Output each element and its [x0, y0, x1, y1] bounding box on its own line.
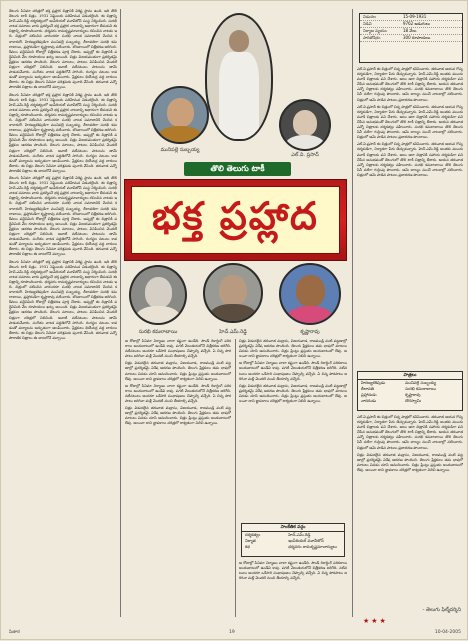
article-column-mid: [125, 339, 231, 617]
article-paragraph: ఆ రోజుల్లో సినిమా నిర్మాణం చాలా కష్టంగా ఉండేది. సౌండ్ రికార్డింగ్ పరికరాలు అందుబాటులో ఉండేవి కావు. పగటి వెలుతురులోనే చిత్రీకరణ జరిగేది. నటీనటులు అందరూ ఒకేసారి సంభాషణలు చెప్పాల్సి వచ్చేది. ఏ చిన్న పొరపాటు జరిగినా మళ్లీ మొదటి నుంచి తీయాల్సి వచ్చేది.: [125, 383, 231, 404]
article-column-right: [357, 67, 463, 367]
footer-date: 10-04-2005: [434, 630, 461, 635]
article-column-left: [9, 9, 117, 619]
article-paragraph: ఎల్.వి.ప్రసాద్ ఈ చిత్రంలో చిన్న పాత్రలో కనిపించారు. తరువాత ఆయన గొప్ప దర్శకుడిగా, నిర్మాతగా పేరు తెచ్చుకున్నారు. హెచ్.ఎమ్.రెడ్డి అంతకు ముందు మూకీ చిత్రాలకు పని చేశారు. ఆలం ఆరా చిత్రానికి సహాయ దర్శకుడిగా పని చేసిన అనుభవంతో తెలుగులో తొలి టాకీ చిత్రాన్ని తీశారు. ఆయన తరువాత ఎన్నో చిత్రాలకు దర్శకత్వం వహించారు. సురభి కమలాబాయి తొలి తెలుగు సినీ నటిగా గుర్తింపు పొందారు. ఆమె బాల్యం నుంచే నాటకాల్లో నటించారు. చిత్రంలో ఆమె పాడిన పాటలు ప్రజాదరణ పొందాయి.: [357, 142, 463, 177]
footer-page-number: 19: [229, 630, 235, 635]
article-paragraph: చిత్రం విడుదలైన తరువాత మద్రాసు, విజయవాడ, రాజమండ్రి వంటి పట్టణాల్లో ప్రదర్శితమై విశేష ఆదరణ పొందింది. తెలుగు ప్రేక్షకులు తమ భాషలో మాటలు వినడం చూసి ఆనందించారు. చిత్రం ప్రింట్లు ప్రస్తుతం అందుబాటులో లేవు. అయినా దాని జ్ఞాపకాలు చరిత్రలో శాశ్వతంగా నిలిచి ఉన్నాయి.: [125, 361, 231, 381]
info-row: [360, 28, 462, 35]
info-key: నిర్మాణ వ్యయం: [363, 28, 387, 33]
page-footer: [1, 627, 468, 641]
article-paragraph: ఎల్.వి.ప్రసాద్ ఈ చిత్రంలో చిన్న పాత్రలో కనిపించారు. తరువాత ఆయన గొప్ప దర్శకుడిగా, నిర్మాతగా పేరు తెచ్చుకున్నారు. హెచ్.ఎమ్.రెడ్డి అంతకు ముందు మూకీ చిత్రాలకు పని చేశారు. ఆలం ఆరా చిత్రానికి సహాయ దర్శకుడిగా పని చేసిన అనుభవంతో తెలుగులో తొలి టాకీ చిత్రాన్ని తీశారు. ఆయన తరువాత ఎన్నో చిత్రాలకు దర్శకత్వం వహించారు. సురభి కమలాబాయి తొలి తెలుగు సినీ నటిగా గుర్తింపు పొందారు. ఆమె బాల్యం నుంచే నాటకాల్లో నటించారు. చిత్రంలో ఆమె పాడిన పాటలు ప్రజాదరణ పొందాయి.: [357, 67, 463, 102]
article-paragraph: తెలుగు సినిమా చరిత్రలో భక్త ప్రహ్లాద చిత్రానికి విశిష్ట స్థానం ఉంది. ఇది తొలి తెలుగు టాకీ చిత్రం. 1931 సెప్టెంబరు పదిహేనున విడుదలైంది. ఈ చిత్రాన్ని హెచ్.ఎమ్.రెడ్డి దర్శకత్వంలో ఇంపీరియల్ మూవీటోన్ సంస్థ నిర్మించింది. సురభి నాటక సమాజం వారు ప్రదర్శించే భక్త ప్రహ్లాద నాటకాన్ని ఆధారంగా తీసుకుని ఈ చిత్రాన్ని రూపొందించారు. ధర్మవరం రామకృష్ణమాచార్యులు రచించిన నాటకం ఇది. చిత్రంలో నటించిన వారందరూ సురభి నాటక సమాజానికి చెందిన కళాకారులే. హిరణ్యకశిపుడిగా మునిపల్లె సుబ్బయ్య, లీలావతిగా సురభి కమలాబాయి, ప్రహ్లాదుడిగా కృష్ణారావు నటించారు. బొంబాయిలో చిత్రీకరణ జరిగింది. కేవలం పద్దెనిమిది రోజుల్లో చిత్రీకరణ పూర్తి చేశారు. అప్పట్లో ఈ చిత్రానికి పద్దెనిమిది వేల రూపాయలు ఖర్చు అయింది. చిత్రం విజయవంతంగా ప్రదర్శితమై ప్రేక్షకుల ఆదరణ పొందింది. తెలుగు మాటలు, పాటలు వినిపించిన మొదటి చిత్రంగా చరిత్రలో నిలిచింది. ఆనాటి నటీనటులు పాటలను తామే పాడుకునేవారు. సంగీతం నాటక పద్ధతిలోనే సాగింది. రంగస్థల నటులు కావడంతో పద్యాలను అద్భుతంగా ఆలపించారు. ప్రేక్షకులు థియేటర్ల వద్ద బారులు తీరారు. ఈ చిత్రం తెలుగు సినిమా పరిశ్రమకు పునాది వేసింది. తరువాత ఎన్నో పౌరాణిక చిత్రాలు ఈ బాటలోనే వచ్చాయి.: [9, 259, 117, 340]
caption-bottom-left: సురభి కమలాబాయి: [138, 329, 178, 335]
table-cell: దొరస్వామి: [405, 398, 421, 403]
info-key: పారితోషికం: [363, 35, 381, 40]
column-divider: [120, 9, 121, 617]
table-cell: హిరణ్యకశిపుడు: [361, 380, 386, 385]
column-divider: [235, 339, 236, 617]
caption-top-left: మునిపల్లె సుబ్బయ్య: [160, 147, 200, 153]
article-paragraph: తెలుగు సినిమా చరిత్రలో భక్త ప్రహ్లాద చిత్రానికి విశిష్ట స్థానం ఉంది. ఇది తొలి తెలుగు టాకీ చిత్రం. 1931 సెప్టెంబరు పదిహేనున విడుదలైంది. ఈ చిత్రాన్ని హెచ్.ఎమ్.రెడ్డి దర్శకత్వంలో ఇంపీరియల్ మూవీటోన్ సంస్థ నిర్మించింది. సురభి నాటక సమాజం వారు ప్రదర్శించే భక్త ప్రహ్లాద నాటకాన్ని ఆధారంగా తీసుకుని ఈ చిత్రాన్ని రూపొందించారు. ధర్మవరం రామకృష్ణమాచార్యులు రచించిన నాటకం ఇది. చిత్రంలో నటించిన వారందరూ సురభి నాటక సమాజానికి చెందిన కళాకారులే. హిరణ్యకశిపుడిగా మునిపల్లె సుబ్బయ్య, లీలావతిగా సురభి కమలాబాయి, ప్రహ్లాదుడిగా కృష్ణారావు నటించారు. బొంబాయిలో చిత్రీకరణ జరిగింది. కేవలం పద్దెనిమిది రోజుల్లో చిత్రీకరణ పూర్తి చేశారు. అప్పట్లో ఈ చిత్రానికి పద్దెనిమిది వేల రూపాయలు ఖర్చు అయింది. చిత్రం విజయవంతంగా ప్రదర్శితమై ప్రేక్షకుల ఆదరణ పొందింది. తెలుగు మాటలు, పాటలు వినిపించిన మొదటి చిత్రంగా చరిత్రలో నిలిచింది. ఆనాటి నటీనటులు పాటలను తామే పాడుకునేవారు. సంగీతం నాటక పద్ధతిలోనే సాగింది. రంగస్థల నటులు కావడంతో పద్యాలను అద్భుతంగా ఆలపించారు. ప్రేక్షకులు థియేటర్ల వద్ద బారులు తీరారు. ఈ చిత్రం తెలుగు సినిమా పరిశ్రమకు పునాది వేసింది. తరువాత ఎన్నో పౌరాణిక చిత్రాలు ఈ బాటలోనే వచ్చాయి.: [9, 176, 117, 257]
film-info-box: [359, 13, 463, 63]
article-paragraph: ఎల్.వి.ప్రసాద్ ఈ చిత్రంలో చిన్న పాత్రలో కనిపించారు. తరువాత ఆయన గొప్ప దర్శకుడిగా, నిర్మాతగా పేరు తెచ్చుకున్నారు. హెచ్.ఎమ్.రెడ్డి అంతకు ముందు మూకీ చిత్రాలకు పని చేశారు. ఆలం ఆరా చిత్రానికి సహాయ దర్శకుడిగా పని చేసిన అనుభవంతో తెలుగులో తొలి టాకీ చిత్రాన్ని తీశారు. ఆయన తరువాత ఎన్నో చిత్రాలకు దర్శకత్వం వహించారు. సురభి కమలాబాయి తొలి తెలుగు సినీ నటిగా గుర్తింపు పొందారు. ఆమె బాల్యం నుంచే నాటకాల్లో నటించారు. చిత్రంలో ఆమె పాడిన పాటలు ప్రజాదరణ పొందాయి.: [357, 104, 463, 140]
table-cell: కథ: [245, 544, 250, 549]
table-cell: దర్శకత్వం: [245, 532, 261, 537]
table-cell: నిర్మాత: [245, 538, 256, 543]
title-banner: [124, 179, 347, 261]
table-cell: ఇంపీరియల్ మూవీటోన్: [288, 538, 324, 543]
info-value: 18 వేలు: [403, 28, 417, 33]
article-column-right-2: [357, 415, 463, 605]
article-paragraph: చిత్రం విడుదలైన తరువాత మద్రాసు, విజయవాడ, రాజమండ్రి వంటి పట్టణాల్లో ప్రదర్శితమై విశేష ఆదరణ పొందింది. తెలుగు ప్రేక్షకులు తమ భాషలో మాటలు వినడం చూసి ఆనందించారు. చిత్రం ప్రింట్లు ప్రస్తుతం అందుబాటులో లేవు. అయినా దాని జ్ఞాపకాలు చరిత్రలో శాశ్వతంగా నిలిచి ఉన్నాయి.: [357, 452, 463, 472]
table-cell: ప్రహ్లాదుడు: [361, 392, 377, 397]
info-value: 15-09-1931: [403, 14, 427, 19]
info-value: 300 రూపాయలు: [403, 35, 431, 40]
byline: - తెలుగు ఫిల్మ్‌దర్శిని: [422, 607, 461, 613]
caption-bottom-right: కృష్ణారావు: [300, 329, 320, 335]
table-row: [242, 544, 344, 550]
article-paragraph: ఆ రోజుల్లో సినిమా నిర్మాణం చాలా కష్టంగా ఉండేది. సౌండ్ రికార్డింగ్ పరికరాలు అందుబాటులో ఉండేవి కావు. పగటి వెలుతురులోనే చిత్రీకరణ జరిగేది. నటీనటులు అందరూ ఒకేసారి సంభాషణలు చెప్పాల్సి వచ్చేది. ఏ చిన్న పొరపాటు జరిగినా మళ్లీ మొదటి నుంచి తీయాల్సి వచ్చేది.: [239, 361, 347, 381]
page-title: భక్త ప్రహ్లాద: [152, 192, 319, 238]
portrait-krishnarao: [279, 263, 341, 325]
table-cell: సురభి కమలాబాయి: [405, 386, 436, 391]
table-cell: హెచ్.ఎమ్.రెడ్డి: [288, 532, 311, 537]
info-key: విడుదల: [363, 14, 376, 19]
table-cell: మునిపల్లె సుబ్బయ్య: [405, 380, 437, 385]
article-paragraph: ఎల్.వి.ప్రసాద్ ఈ చిత్రంలో చిన్న పాత్రలో కనిపించారు. తరువాత ఆయన గొప్ప దర్శకుడిగా, నిర్మాతగా పేరు తెచ్చుకున్నారు. హెచ్.ఎమ్.రెడ్డి అంతకు ముందు మూకీ చిత్రాలకు పని చేశారు. ఆలం ఆరా చిత్రానికి సహాయ దర్శకుడిగా పని చేసిన అనుభవంతో తెలుగులో తొలి టాకీ చిత్రాన్ని తీశారు. ఆయన తరువాత ఎన్నో చిత్రాలకు దర్శకత్వం వహించారు. సురభి కమలాబాయి తొలి తెలుగు సినీ నటిగా గుర్తింపు పొందారు. ఆమె బాల్యం నుంచే నాటకాల్లో నటించారు. చిత్రంలో ఆమె పాడిన పాటలు ప్రజాదరణ పొందాయి.: [357, 415, 463, 450]
table-cell: కృష్ణారావు: [405, 392, 421, 397]
table-cell: నారదుడు: [361, 398, 377, 403]
article-paragraph: చిత్రం విడుదలైన తరువాత మద్రాసు, విజయవాడ, రాజమండ్రి వంటి పట్టణాల్లో ప్రదర్శితమై విశేష ఆదరణ పొందింది. తెలుగు ప్రేక్షకులు తమ భాషలో మాటలు వినడం చూసి ఆనందించారు. చిత్రం ప్రింట్లు ప్రస్తుతం అందుబాటులో లేవు. అయినా దాని జ్ఞాపకాలు చరిత్రలో శాశ్వతంగా నిలిచి ఉన్నాయి.: [239, 339, 347, 359]
table-row: [358, 398, 462, 404]
portrait-kamalabai: [129, 265, 187, 325]
article-column-mid-3: [239, 561, 347, 617]
crew-table: [241, 523, 345, 557]
info-row: [360, 21, 462, 28]
portrait-subbaiah: [151, 86, 209, 144]
table-cell: ధర్మవరం రామకృష్ణమాచార్యులు: [288, 544, 337, 549]
article-paragraph: చిత్రం విడుదలైన తరువాత మద్రాసు, విజయవాడ, రాజమండ్రి వంటి పట్టణాల్లో ప్రదర్శితమై విశేష ఆదరణ పొందింది. తెలుగు ప్రేక్షకులు తమ భాషలో మాటలు వినడం చూసి ఆనందించారు. చిత్రం ప్రింట్లు ప్రస్తుతం అందుబాటులో లేవు. అయినా దాని జ్ఞాపకాలు చరిత్రలో శాశ్వతంగా నిలిచి ఉన్నాయి.: [239, 383, 347, 404]
section-end-stars: ★★★: [363, 617, 388, 625]
article-paragraph: ఆ రోజుల్లో సినిమా నిర్మాణం చాలా కష్టంగా ఉండేది. సౌండ్ రికార్డింగ్ పరికరాలు అందుబాటులో ఉండేవి కావు. పగటి వెలుతురులోనే చిత్రీకరణ జరిగేది. నటీనటులు అందరూ ఒకేసారి సంభాషణలు చెప్పాల్సి వచ్చేది. ఏ చిన్న పొరపాటు జరిగినా మళ్లీ మొదటి నుంచి తీయాల్సి వచ్చేది.: [125, 339, 231, 359]
column-divider: [352, 9, 353, 617]
portrait-hm-reddy-standing: [205, 13, 273, 141]
title-panel: [131, 186, 340, 254]
crew-table-header: సాంకేతిక వర్గం: [242, 524, 344, 532]
info-row: [360, 14, 462, 21]
article-paragraph: తెలుగు సినిమా చరిత్రలో భక్త ప్రహ్లాద చిత్రానికి విశిష్ట స్థానం ఉంది. ఇది తొలి తెలుగు టాకీ చిత్రం. 1931 సెప్టెంబరు పదిహేనున విడుదలైంది. ఈ చిత్రాన్ని హెచ్.ఎమ్.రెడ్డి దర్శకత్వంలో ఇంపీరియల్ మూవీటోన్ సంస్థ నిర్మించింది. సురభి నాటక సమాజం వారు ప్రదర్శించే భక్త ప్రహ్లాద నాటకాన్ని ఆధారంగా తీసుకుని ఈ చిత్రాన్ని రూపొందించారు. ధర్మవరం రామకృష్ణమాచార్యులు రచించిన నాటకం ఇది. చిత్రంలో నటించిన వారందరూ సురభి నాటక సమాజానికి చెందిన కళాకారులే. హిరణ్యకశిపుడిగా మునిపల్లె సుబ్బయ్య, లీలావతిగా సురభి కమలాబాయి, ప్రహ్లాదుడిగా కృష్ణారావు నటించారు. బొంబాయిలో చిత్రీకరణ జరిగింది. కేవలం పద్దెనిమిది రోజుల్లో చిత్రీకరణ పూర్తి చేశారు. అప్పట్లో ఈ చిత్రానికి పద్దెనిమిది వేల రూపాయలు ఖర్చు అయింది. చిత్రం విజయవంతంగా ప్రదర్శితమై ప్రేక్షకుల ఆదరణ పొందింది. తెలుగు మాటలు, పాటలు వినిపించిన మొదటి చిత్రంగా చరిత్రలో నిలిచింది. ఆనాటి నటీనటులు పాటలను తామే పాడుకునేవారు. సంగీతం నాటక పద్ధతిలోనే సాగింది. రంగస్థల నటులు కావడంతో పద్యాలను అద్భుతంగా ఆలపించారు. ప్రేక్షకులు థియేటర్ల వద్ద బారులు తీరారు. ఈ చిత్రం తెలుగు సినిమా పరిశ్రమకు పునాది వేసింది. తరువాత ఎన్నో పౌరాణిక చిత్రాలు ఈ బాటలోనే వచ్చాయి.: [9, 9, 117, 90]
portrait-lv-prasad: [279, 99, 331, 151]
table-cell: లీలావతి: [361, 386, 374, 391]
caption-top-right: ఎల్.వి. ప్రసాద్: [291, 152, 319, 158]
cast-table: [357, 371, 463, 411]
article-paragraph: ఆ రోజుల్లో సినిమా నిర్మాణం చాలా కష్టంగా ఉండేది. సౌండ్ రికార్డింగ్ పరికరాలు అందుబాటులో ఉండేవి కావు. పగటి వెలుతురులోనే చిత్రీకరణ జరిగేది. నటీనటులు అందరూ ఒకేసారి సంభాషణలు చెప్పాల్సి వచ్చేది. ఏ చిన్న పొరపాటు జరిగినా మళ్లీ మొదటి నుంచి తీయాల్సి వచ్చేది.: [239, 561, 347, 581]
cast-table-header: పాత్రలు: [358, 372, 462, 380]
article-paragraph: చిత్రం విడుదలైన తరువాత మద్రాసు, విజయవాడ, రాజమండ్రి వంటి పట్టణాల్లో ప్రదర్శితమై విశేష ఆదరణ పొందింది. తెలుగు ప్రేక్షకులు తమ భాషలో మాటలు వినడం చూసి ఆనందించారు. చిత్రం ప్రింట్లు ప్రస్తుతం అందుబాటులో లేవు. అయినా దాని జ్ఞాపకాలు చరిత్రలో శాశ్వతంగా నిలిచి ఉన్నాయి.: [125, 406, 231, 426]
portrait-hm-reddy: [203, 263, 263, 323]
badge-first-telugu-talkie: తొలి తెలుగు టాకీ: [184, 162, 291, 176]
article-column-mid-2: [239, 339, 347, 519]
info-key: నిడివి: [363, 21, 372, 26]
footer-magazine: సితార: [9, 630, 20, 635]
info-value: 9762 అడుగులు: [403, 21, 430, 26]
article-paragraph: తెలుగు సినిమా చరిత్రలో భక్త ప్రహ్లాద చిత్రానికి విశిష్ట స్థానం ఉంది. ఇది తొలి తెలుగు టాకీ చిత్రం. 1931 సెప్టెంబరు పదిహేనున విడుదలైంది. ఈ చిత్రాన్ని హెచ్.ఎమ్.రెడ్డి దర్శకత్వంలో ఇంపీరియల్ మూవీటోన్ సంస్థ నిర్మించింది. సురభి నాటక సమాజం వారు ప్రదర్శించే భక్త ప్రహ్లాద నాటకాన్ని ఆధారంగా తీసుకుని ఈ చిత్రాన్ని రూపొందించారు. ధర్మవరం రామకృష్ణమాచార్యులు రచించిన నాటకం ఇది. చిత్రంలో నటించిన వారందరూ సురభి నాటక సమాజానికి చెందిన కళాకారులే. హిరణ్యకశిపుడిగా మునిపల్లె సుబ్బయ్య, లీలావతిగా సురభి కమలాబాయి, ప్రహ్లాదుడిగా కృష్ణారావు నటించారు. బొంబాయిలో చిత్రీకరణ జరిగింది. కేవలం పద్దెనిమిది రోజుల్లో చిత్రీకరణ పూర్తి చేశారు. అప్పట్లో ఈ చిత్రానికి పద్దెనిమిది వేల రూపాయలు ఖర్చు అయింది. చిత్రం విజయవంతంగా ప్రదర్శితమై ప్రేక్షకుల ఆదరణ పొందింది. తెలుగు మాటలు, పాటలు వినిపించిన మొదటి చిత్రంగా చరిత్రలో నిలిచింది. ఆనాటి నటీనటులు పాటలను తామే పాడుకునేవారు. సంగీతం నాటక పద్ధతిలోనే సాగింది. రంగస్థల నటులు కావడంతో పద్యాలను అద్భుతంగా ఆలపించారు. ప్రేక్షకులు థియేటర్ల వద్ద బారులు తీరారు. ఈ చిత్రం తెలుగు సినిమా పరిశ్రమకు పునాది వేసింది. తరువాత ఎన్నో పౌరాణిక చిత్రాలు ఈ బాటలోనే వచ్చాయి.: [9, 92, 117, 173]
caption-bottom-mid: హెచ్.ఎమ్.రెడ్డి: [219, 329, 247, 335]
info-row: [360, 35, 462, 42]
